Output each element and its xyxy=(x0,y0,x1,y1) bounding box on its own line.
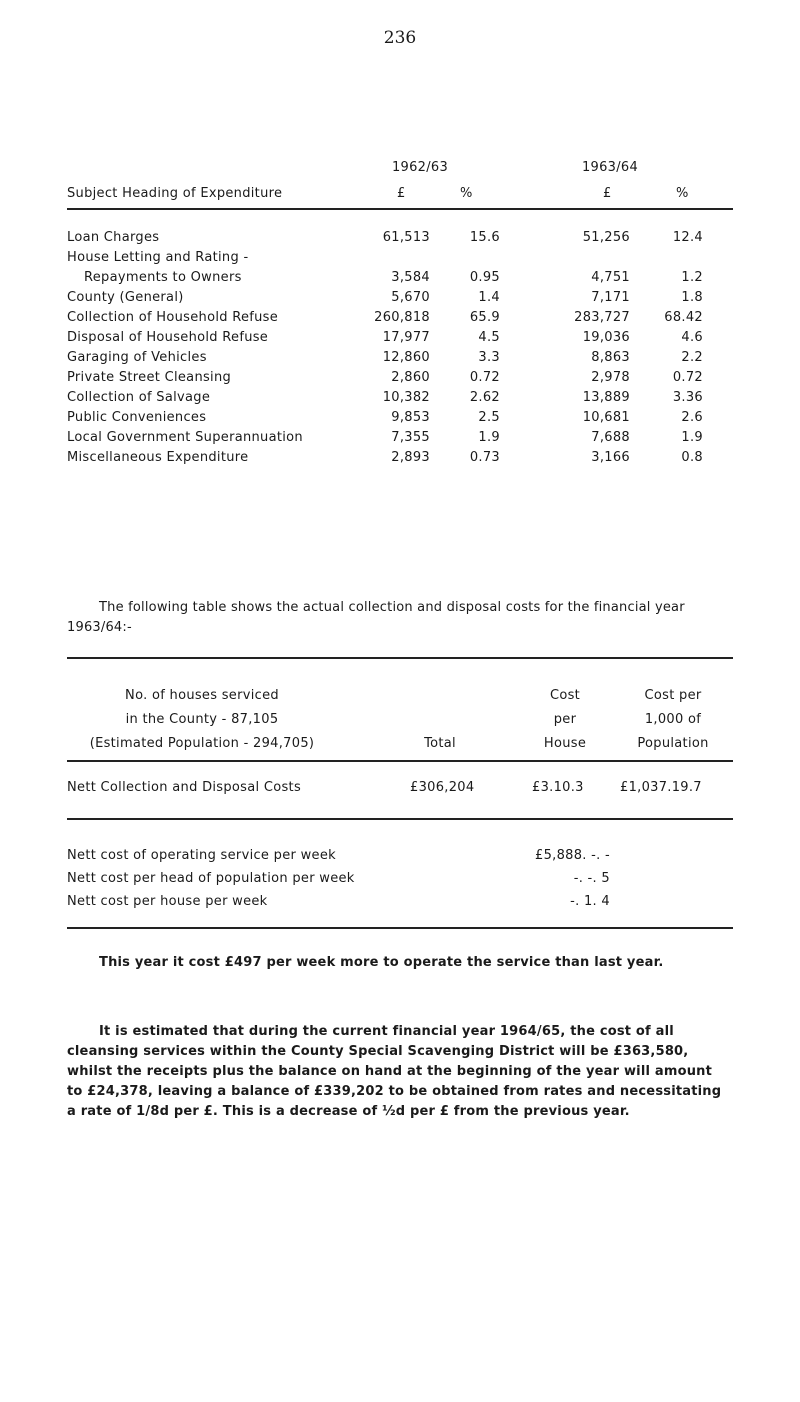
row-1962-amount: 61,513 xyxy=(382,230,430,245)
row-1962-percent: 0.72 xyxy=(469,370,500,385)
total-header: Total xyxy=(424,736,456,751)
row-1962-percent: 3.3 xyxy=(478,350,500,365)
row-1963-amount: 19,036 xyxy=(582,330,630,345)
weekly-cost-value: -. 1. 4 xyxy=(570,894,610,909)
cost-row-per-house: £3.10.3 xyxy=(532,780,584,795)
row-1963-amount: 283,727 xyxy=(574,310,630,325)
row-1963-percent: 0.8 xyxy=(681,450,703,465)
row-1962-percent: 65.9 xyxy=(469,310,500,325)
row-1963-percent: 1.8 xyxy=(681,290,703,305)
row-1963-amount: 13,889 xyxy=(582,390,630,405)
cost-row-label: Nett Collection and Disposal Costs xyxy=(67,780,302,795)
row-1963-amount: 7,171 xyxy=(591,290,630,305)
row-1962-amount: 10,382 xyxy=(382,390,430,405)
weekly-costs-bottom-rule xyxy=(67,927,733,929)
cost-per-house-header-3: House xyxy=(543,736,587,751)
row-1963-percent: 68.42 xyxy=(664,310,703,325)
row-1963-amount: 51,256 xyxy=(582,230,630,245)
subject-heading-label: Subject Heading of Expenditure xyxy=(67,186,283,201)
row-1963-amount: 3,166 xyxy=(591,450,630,465)
row-1962-amount: 260,818 xyxy=(374,310,430,325)
row-1963-amount: 2,978 xyxy=(591,370,630,385)
houses-header-line-3: (Estimated Population - 294,705) xyxy=(89,736,315,751)
cost-per-pop-header-3: Population xyxy=(637,736,709,751)
row-1962-percent: 2.62 xyxy=(469,390,500,405)
row-label: Collection of Salvage xyxy=(67,390,211,405)
row-label: County (General) xyxy=(67,290,184,305)
weekly-cost-label: Nett cost of operating service per week xyxy=(67,848,336,863)
percent-header-2: % xyxy=(676,186,689,201)
cost-table-header-rule xyxy=(67,760,733,762)
row-1963-amount: 7,688 xyxy=(591,430,630,445)
row-1962-amount: 17,977 xyxy=(382,330,430,345)
row-1963-amount: 8,863 xyxy=(591,350,630,365)
intro-paragraph xyxy=(67,598,731,638)
cost-row-per-population: £1,037.19.7 xyxy=(620,780,702,795)
cost-per-pop-header-2: 1,000 of xyxy=(644,712,702,727)
row-1962-percent: 0.95 xyxy=(469,270,500,285)
row-1963-amount: 10,681 xyxy=(582,410,630,425)
row-1963-percent: 12.4 xyxy=(672,230,703,245)
row-label: Private Street Cleansing xyxy=(67,370,232,385)
row-1962-amount: 2,893 xyxy=(391,450,430,465)
houses-header-line-1: No. of houses serviced xyxy=(125,688,279,703)
row-1963-percent: 2.6 xyxy=(681,410,703,425)
cost-per-house-header-2: per xyxy=(553,712,577,727)
paragraph-cost-increase xyxy=(67,953,731,973)
row-1963-percent: 1.9 xyxy=(681,430,703,445)
paragraph-cost-increase-text: This year it cost £497 per week more to operate the service than last year. xyxy=(99,955,664,970)
row-1962-amount: 7,355 xyxy=(391,430,430,445)
pound-header-2: £ xyxy=(603,186,612,201)
row-1963-percent: 2.2 xyxy=(681,350,703,365)
row-1962-percent: 2.5 xyxy=(478,410,500,425)
paragraph-estimate-text: It is estimated that during the current financial year 1964/65, the cost of all cleansing services within the County Special Scavenging District will be £363,580, whilst the receipts plus the balance on hand at the beginning of the year will amount to £24,378, leaving a balance of £339,202 to be obtained from rates and necessitating a rate of 1/8d per £. This is a decrease of ½d per £ from the previous year. xyxy=(67,1024,722,1119)
page-number: 236 xyxy=(383,28,417,48)
header-year-1963-64: 1963/64 xyxy=(581,160,639,175)
row-1963-percent: 0.72 xyxy=(672,370,703,385)
row-label: Public Conveniences xyxy=(67,410,207,425)
row-1963-percent: 1.2 xyxy=(681,270,703,285)
expenditure-header-rule xyxy=(67,208,733,210)
percent-header-1: % xyxy=(460,186,473,201)
row-1962-percent: 0.73 xyxy=(469,450,500,465)
row-1963-percent: 4.6 xyxy=(681,330,703,345)
row-1962-percent: 1.4 xyxy=(478,290,500,305)
pound-header-1: £ xyxy=(397,186,406,201)
row-1962-percent: 1.9 xyxy=(478,430,500,445)
row-1962-percent: 15.6 xyxy=(469,230,500,245)
row-label: Local Government Superannuation xyxy=(67,430,303,445)
row-1962-amount: 12,860 xyxy=(382,350,430,365)
weekly-cost-label: Nett cost per head of population per week xyxy=(67,871,355,886)
row-1962-amount: 5,670 xyxy=(391,290,430,305)
row-label: House Letting and Rating - xyxy=(67,250,249,265)
row-1962-amount: 3,584 xyxy=(391,270,430,285)
row-label: Repayments to Owners xyxy=(84,270,242,285)
cost-table-top-rule xyxy=(67,657,733,659)
cost-row-total: £306,204 xyxy=(410,780,475,795)
row-label: Garaging of Vehicles xyxy=(67,350,207,365)
weekly-cost-label: Nett cost per house per week xyxy=(67,894,268,909)
cost-table-bottom-rule xyxy=(67,818,733,820)
row-1963-percent: 3.36 xyxy=(672,390,703,405)
weekly-cost-value: £5,888. -. - xyxy=(535,848,610,863)
paragraph-estimate xyxy=(67,1022,731,1122)
row-1963-amount: 4,751 xyxy=(591,270,630,285)
row-1962-amount: 2,860 xyxy=(391,370,430,385)
row-1962-percent: 4.5 xyxy=(478,330,500,345)
intro-paragraph-text: The following table shows the actual collection and disposal costs for the financial year 1963/64:- xyxy=(67,600,685,635)
row-label: Collection of Household Refuse xyxy=(67,310,279,325)
cost-per-house-header-1: Cost xyxy=(549,688,581,703)
row-label: Loan Charges xyxy=(67,230,160,245)
row-1962-amount: 9,853 xyxy=(391,410,430,425)
row-label: Disposal of Household Refuse xyxy=(67,330,269,345)
weekly-cost-value: -. -. 5 xyxy=(573,871,610,886)
houses-header-line-2: in the County - 87,105 xyxy=(125,712,279,727)
row-label: Miscellaneous Expenditure xyxy=(67,450,249,465)
cost-per-pop-header-1: Cost per xyxy=(644,688,702,703)
header-year-1962-63: 1962/63 xyxy=(391,160,449,175)
